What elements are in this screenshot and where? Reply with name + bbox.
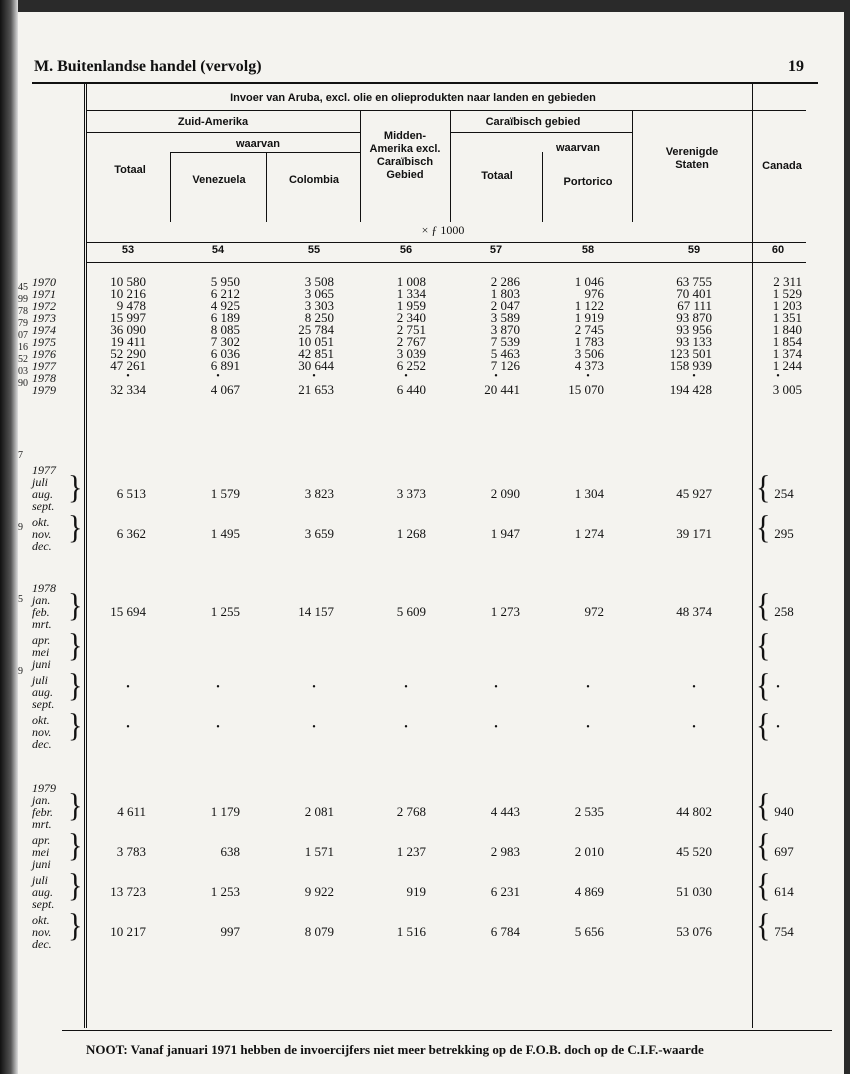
month-label: aug. <box>32 487 53 501</box>
year-label: 1972 <box>32 299 56 313</box>
right-brace: { <box>756 867 771 904</box>
year-label: 1973 <box>32 311 56 325</box>
group-waarvan-2: waarvan <box>555 142 601 154</box>
month-label: mrt. <box>32 617 52 631</box>
year-label: 1979 <box>32 383 56 397</box>
table-cell: 1 334 <box>396 286 426 301</box>
table-cell: 1 203 <box>772 298 802 313</box>
table-cell: 194 428 <box>669 382 712 397</box>
table-cell: 53 076 <box>676 924 712 939</box>
year-label: 1977 <box>32 359 56 373</box>
month-label: sept. <box>32 697 55 711</box>
table-cell: 1 840 <box>772 322 802 337</box>
table-cell: 45 927 <box>676 486 712 501</box>
table-cell: 1 237 <box>396 844 426 859</box>
year-label: 1970 <box>32 275 56 289</box>
month-label: sept. <box>32 499 55 513</box>
margin-number: 03 <box>18 366 28 377</box>
column-number: 60 <box>771 244 785 256</box>
month-label: nov. <box>32 527 52 541</box>
month-label: aug. <box>32 685 53 699</box>
top-rule <box>32 82 818 84</box>
table-cell: 254 <box>774 486 794 501</box>
margin-number: 07 <box>18 330 28 341</box>
table-cell: 2 047 <box>490 298 520 313</box>
table-cell: 1 919 <box>574 310 604 325</box>
table-cell: 42 851 <box>298 346 334 361</box>
table-cell: • <box>312 371 316 382</box>
table-cell: • <box>126 371 130 382</box>
table-cell: • <box>586 682 590 693</box>
margin-number: 90 <box>18 378 28 389</box>
section-year: 1977 <box>32 463 56 477</box>
table-cell: 1 179 <box>210 804 240 819</box>
table-cell: 52 290 <box>110 346 146 361</box>
table-cell: 1 273 <box>490 604 520 619</box>
table-cell: 4 611 <box>117 804 146 819</box>
table-cell: • <box>312 682 316 693</box>
year-label: 1975 <box>32 335 56 349</box>
month-label: nov. <box>32 725 52 739</box>
table-cell: 10 216 <box>110 286 146 301</box>
table-cell: 5 950 <box>210 274 240 289</box>
book-binding-edge <box>0 0 18 1074</box>
table-cell: 919 <box>406 884 426 899</box>
month-label: okt. <box>32 515 50 529</box>
table-cell: 638 <box>220 844 240 859</box>
table-cell: 1 516 <box>396 924 426 939</box>
left-brace: } <box>68 827 83 864</box>
table-cell: 1 529 <box>772 286 802 301</box>
year-label: 1974 <box>32 323 56 337</box>
table-cell: 2 286 <box>490 274 520 289</box>
right-brace: { <box>756 907 771 944</box>
month-label: juli <box>32 475 49 489</box>
table-cell: 3 373 <box>396 486 426 501</box>
month-label: apr. <box>32 833 51 847</box>
left-brace: } <box>68 469 83 506</box>
table-cell: 2 751 <box>396 322 426 337</box>
table-cell: 4 869 <box>574 884 604 899</box>
month-label: aug. <box>32 885 53 899</box>
margin-number: 78 <box>18 306 28 317</box>
left-brace: } <box>68 907 83 944</box>
table-cell: 997 <box>220 924 240 939</box>
document-page <box>18 12 844 1074</box>
table-cell: 9 922 <box>304 884 334 899</box>
table-cell: 6 036 <box>210 346 240 361</box>
table-cell: 1 274 <box>574 526 604 541</box>
column-number: 56 <box>399 244 413 256</box>
table-cell: • <box>216 722 220 733</box>
left-brace: } <box>68 787 83 824</box>
page-title: M. Buitenlandse handel (vervolg) <box>34 58 262 75</box>
table-cell: 15 997 <box>110 310 146 325</box>
table-cell: 2 768 <box>396 804 426 819</box>
table-cell: 5 656 <box>574 924 604 939</box>
month-label: sept. <box>32 897 55 911</box>
right-brace: { <box>756 667 771 704</box>
month-label: feb. <box>32 605 50 619</box>
table-cell: 25 784 <box>298 322 334 337</box>
margin-number: 45 <box>18 282 28 293</box>
table-cell: 972 <box>584 604 604 619</box>
table-cell: 4 925 <box>210 298 240 313</box>
table-cell: 44 802 <box>676 804 712 819</box>
right-brace: { <box>756 827 771 864</box>
year-label: 1976 <box>32 347 56 361</box>
month-label: mrt. <box>32 817 52 831</box>
year-label: 1971 <box>32 287 56 301</box>
table-cell: 10 217 <box>110 924 146 939</box>
table-cell: 1 255 <box>210 604 240 619</box>
section-year: 1979 <box>32 781 56 795</box>
table-cell: • <box>404 371 408 382</box>
table-cell: 614 <box>774 884 794 899</box>
table-cell: 1 959 <box>396 298 426 313</box>
table-cell: 940 <box>774 804 794 819</box>
table-cell: 258 <box>774 604 794 619</box>
table-cell: • <box>494 682 498 693</box>
table-cell: • <box>586 371 590 382</box>
column-number: 59 <box>687 244 701 256</box>
left-brace: } <box>68 707 83 744</box>
month-label: febr. <box>32 805 53 819</box>
table-cell: 697 <box>774 844 794 859</box>
column-number: 53 <box>121 244 135 256</box>
caption-rule <box>86 110 806 111</box>
month-label: dec. <box>32 737 52 751</box>
table-cell: 2 010 <box>574 844 604 859</box>
table-cell: 2 767 <box>396 334 426 349</box>
table-cell: 4 373 <box>574 358 604 373</box>
table-cell: 3 303 <box>304 298 334 313</box>
table-cell: 9 478 <box>116 298 146 313</box>
month-label: jan. <box>32 793 51 807</box>
table-cell: 1 947 <box>490 526 520 541</box>
right-brace: { <box>756 707 771 744</box>
table-cell: 63 755 <box>676 274 712 289</box>
month-label: juni <box>32 857 51 871</box>
table-cell: • <box>692 682 696 693</box>
table-cell: 1 579 <box>210 486 240 501</box>
column-number: 54 <box>211 244 225 256</box>
right-brace: { <box>756 787 771 824</box>
left-brace: } <box>68 509 83 546</box>
left-brace: } <box>68 667 83 704</box>
margin-number: 5 <box>18 594 23 605</box>
month-label: jan. <box>32 593 51 607</box>
col-header-totaal: Totaal <box>114 164 146 176</box>
table-caption: Invoer van Aruba, excl. olie en olieprodukten naar landen en gebieden <box>230 92 596 104</box>
column-divider <box>542 152 543 222</box>
right-brace: { <box>756 509 771 546</box>
table-cell: 2 090 <box>490 486 520 501</box>
col-header-verenigde-staten: Verenigde Staten <box>665 146 719 171</box>
margin-number: 9 <box>18 666 23 677</box>
table-cell: • <box>776 682 780 693</box>
col-header-colombia: Colombia <box>288 174 340 186</box>
table-cell: 1 495 <box>210 526 240 541</box>
table-cell: 6 252 <box>396 358 426 373</box>
table-cell: • <box>126 722 130 733</box>
table-cell: 3 065 <box>304 286 334 301</box>
column-divider <box>632 110 633 222</box>
table-cell: 1 351 <box>772 310 802 325</box>
col-header-totaal-2: Totaal <box>481 170 513 182</box>
month-label: okt. <box>32 713 50 727</box>
table-cell: 93 133 <box>676 334 712 349</box>
month-label: juli <box>32 673 49 687</box>
month-label: dec. <box>32 539 52 553</box>
table-cell: • <box>776 722 780 733</box>
bottom-rule <box>62 1030 832 1031</box>
table-cell: 30 644 <box>298 358 334 373</box>
table-cell: 10 051 <box>298 334 334 349</box>
table-cell: 1 803 <box>490 286 520 301</box>
table-cell: • <box>404 682 408 693</box>
table-cell: 8 079 <box>304 924 334 939</box>
table-cell: 1 244 <box>772 358 802 373</box>
table-cell: 6 513 <box>116 486 146 501</box>
column-divider <box>752 84 753 1028</box>
table-cell: 3 659 <box>304 526 334 541</box>
table-cell: 48 374 <box>676 604 712 619</box>
table-cell: 47 261 <box>110 358 146 373</box>
table-cell: 2 983 <box>490 844 520 859</box>
table-cell: • <box>126 682 130 693</box>
table-cell: 1 122 <box>574 298 604 313</box>
column-divider <box>450 110 451 222</box>
right-brace: { <box>756 469 771 506</box>
table-cell: 2 311 <box>773 274 802 289</box>
table-cell: 5 463 <box>490 346 520 361</box>
group-zuid-amerika: Zuid-Amerika <box>177 116 249 128</box>
table-cell: • <box>692 722 696 733</box>
left-brace: } <box>68 587 83 624</box>
table-cell: 1 783 <box>574 334 604 349</box>
table-cell: 7 126 <box>490 358 520 373</box>
table-cell: 6 212 <box>210 286 240 301</box>
table-cell: • <box>404 722 408 733</box>
month-label: mei <box>32 845 50 859</box>
table-cell: 1 374 <box>772 346 802 361</box>
table-cell: 8 250 <box>304 310 334 325</box>
margin-number: 7 <box>18 450 23 461</box>
section-year: 1978 <box>32 581 56 595</box>
left-brace: } <box>68 627 83 664</box>
column-number: 55 <box>307 244 321 256</box>
table-cell: 3 508 <box>304 274 334 289</box>
col-header-portorico: Portorico <box>563 176 613 188</box>
month-label: dec. <box>32 937 52 951</box>
table-cell: 93 956 <box>676 322 712 337</box>
table-cell: 67 111 <box>677 298 712 313</box>
table-cell: 3 589 <box>490 310 520 325</box>
table-cell: • <box>312 722 316 733</box>
table-cell: 3 506 <box>574 346 604 361</box>
table-cell: 123 501 <box>669 346 712 361</box>
month-label: apr. <box>32 633 51 647</box>
right-brace: { <box>756 627 771 664</box>
table-cell: 3 870 <box>490 322 520 337</box>
table-cell: 2 340 <box>396 310 426 325</box>
table-cell: 3 783 <box>116 844 146 859</box>
table-cell: 976 <box>584 286 604 301</box>
table-cell: 2 081 <box>304 804 334 819</box>
table-cell: 1 253 <box>210 884 240 899</box>
table-cell: 6 784 <box>490 924 520 939</box>
column-divider <box>170 152 171 222</box>
table-cell: 1 268 <box>396 526 426 541</box>
group-waarvan: waarvan <box>235 138 281 150</box>
group-rule <box>86 132 360 133</box>
margin-number: 16 <box>18 342 28 353</box>
month-label: juni <box>32 657 51 671</box>
group-caraibisch: Caraïbisch gebied <box>485 116 581 128</box>
table-cell: 3 005 <box>772 382 802 397</box>
table-cell: • <box>494 371 498 382</box>
table-cell: 1 008 <box>396 274 426 289</box>
col-header-venezuela: Venezuela <box>192 174 246 186</box>
table-cell: 8 085 <box>210 322 240 337</box>
column-number: 58 <box>581 244 595 256</box>
margin-number: 9 <box>18 522 23 533</box>
table-cell: 20 441 <box>484 382 520 397</box>
table-cell: 2 535 <box>574 804 604 819</box>
left-brace: } <box>68 867 83 904</box>
col-header-midden-amerika: Midden- Amerika excl. Caraïbisch Gebied <box>369 130 441 181</box>
table-cell: 51 030 <box>676 884 712 899</box>
month-label: juli <box>32 873 49 887</box>
table-cell: 4 067 <box>210 382 240 397</box>
column-divider <box>360 110 361 222</box>
table-cell: 15 070 <box>568 382 604 397</box>
table-cell: • <box>586 722 590 733</box>
table-cell: 295 <box>774 526 794 541</box>
table-cell: 5 609 <box>396 604 426 619</box>
table-cell: 39 171 <box>676 526 712 541</box>
table-cell: • <box>494 722 498 733</box>
group-rule <box>450 132 632 133</box>
left-margin-numbers <box>18 282 32 738</box>
table-cell: 4 443 <box>490 804 520 819</box>
table-cell: 36 090 <box>110 322 146 337</box>
table-cell: • <box>216 371 220 382</box>
table-cell: • <box>692 371 696 382</box>
table-cell: 158 939 <box>669 358 712 373</box>
footnote: NOOT: Vanaf januari 1971 hebben de invoercijfers niet meer betrekking op de F.O.B. doch op de C.I.F.-waarde <box>86 1042 704 1057</box>
month-label: mei <box>32 645 50 659</box>
margin-number: 99 <box>18 294 28 305</box>
table-cell: 13 723 <box>110 884 146 899</box>
table-cell: 70 401 <box>676 286 712 301</box>
table-cell: • <box>216 682 220 693</box>
table-cell: 14 157 <box>298 604 334 619</box>
month-label: okt. <box>32 913 50 927</box>
table-cell: 754 <box>774 924 794 939</box>
table-cell: 3 039 <box>396 346 426 361</box>
table-cell: 93 870 <box>676 310 712 325</box>
margin-number: 52 <box>18 354 28 365</box>
table-cell: 1 304 <box>574 486 604 501</box>
table-cell: 1 571 <box>304 844 334 859</box>
page-number: 19 <box>788 58 804 75</box>
year-label: 1978 <box>32 371 56 385</box>
table-cell: 45 520 <box>676 844 712 859</box>
table-cell: 19 411 <box>110 334 146 349</box>
right-brace: { <box>756 587 771 624</box>
table-cell: 32 334 <box>110 382 146 397</box>
table-cell: • <box>776 371 780 382</box>
col-header-canada: Canada <box>762 160 802 172</box>
table-cell: 3 823 <box>304 486 334 501</box>
table-cell: 15 694 <box>110 604 146 619</box>
header-bottom-rule <box>86 242 806 243</box>
table-cell: 21 653 <box>298 382 334 397</box>
margin-number: 79 <box>18 318 28 329</box>
colnum-rule <box>86 262 806 263</box>
month-label: nov. <box>32 925 52 939</box>
unit-label: × ƒ 1000 <box>421 223 465 237</box>
table-cell: 2 745 <box>574 322 604 337</box>
table-cell: 7 539 <box>490 334 520 349</box>
table-cell: 6 440 <box>396 382 426 397</box>
column-divider <box>266 152 267 222</box>
table-cell: 10 580 <box>110 274 146 289</box>
table-cell: 6 362 <box>116 526 146 541</box>
table-cell: 6 891 <box>210 358 240 373</box>
table-cell: 1 046 <box>574 274 604 289</box>
subgroup-rule <box>170 152 360 153</box>
table-cell: 1 854 <box>772 334 802 349</box>
table-cell: 6 231 <box>490 884 520 899</box>
column-number: 57 <box>489 244 503 256</box>
table-cell: 6 189 <box>210 310 240 325</box>
table-cell: 7 302 <box>210 334 240 349</box>
